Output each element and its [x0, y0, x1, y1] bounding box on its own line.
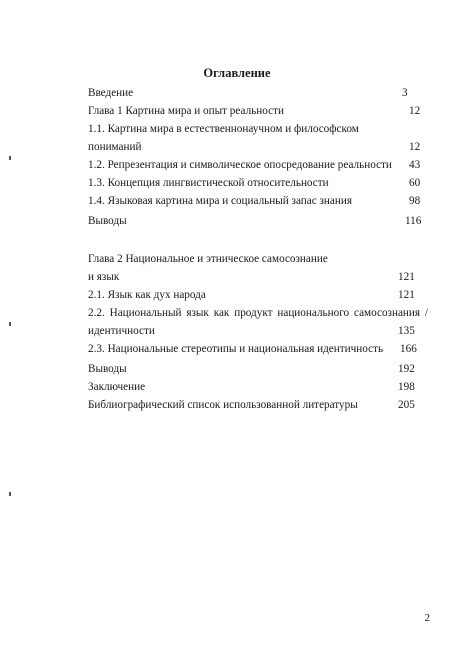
toc-entry-page: 135 [398, 325, 415, 337]
toc-entry-text: идентичности [88, 325, 155, 337]
toc-entry [88, 84, 436, 102]
toc-entry-text: Выводы [88, 363, 127, 375]
toc-entry-text: 2.1. Язык как дух народа [88, 289, 206, 301]
toc-entry-text: пониманий [88, 141, 142, 153]
toc-entry-text: 2.2. Национальный язык как продукт национального самосознания / [88, 307, 428, 319]
toc-entry-page: 198 [398, 381, 415, 393]
toc-entry [88, 212, 436, 230]
toc-entry-text: 2.3. Национальные стереотипы и национальная идентичность [88, 343, 384, 355]
toc-entry-text: Выводы [88, 215, 127, 227]
toc-entry [88, 120, 436, 138]
toc-entry-text: 1.3. Концепция лингвистической относительности [88, 177, 329, 189]
page-number: 2 [424, 612, 430, 624]
toc-entry-text: Библиографический список использованной литературы [88, 399, 358, 411]
toc-title: Оглавление [203, 66, 271, 80]
toc-entry-text: и язык [88, 271, 120, 283]
toc-entry-page: 98 [409, 195, 421, 207]
toc-entry-text: Введение [88, 87, 134, 99]
toc-entry-page: 121 [398, 289, 415, 301]
toc-entry-page: 205 [398, 399, 415, 411]
scan-mark [9, 322, 11, 326]
scan-mark [9, 156, 11, 160]
toc-entry [88, 250, 436, 268]
toc-entry [88, 174, 436, 192]
toc-entry-page: 12 [409, 105, 421, 117]
toc-entry-text: Глава 2 Национальное и этническое самосознание [88, 253, 328, 265]
toc-entry [88, 322, 436, 340]
scan-mark [9, 492, 11, 496]
toc-entry-page: 12 [409, 141, 421, 153]
toc-entry-page: 121 [398, 271, 415, 283]
toc-entry [88, 340, 436, 358]
toc-entry [88, 192, 436, 210]
toc-entry-text: 1.1. Картина мира в естественнонаучном и философском [88, 123, 359, 135]
toc-entry [88, 138, 436, 156]
toc-entry-text: Заключение [88, 381, 146, 393]
toc-entry-page: 116 [405, 215, 422, 227]
toc-entry [88, 396, 436, 414]
toc-entry [88, 378, 436, 396]
toc-entry-page: 60 [409, 177, 421, 189]
toc-entry-page: 43 [409, 159, 421, 171]
toc-entry [88, 304, 436, 322]
toc-entry-text: 1.4. Языковая картина мира и социальный запас знания [88, 195, 353, 207]
toc-entry-page: 166 [400, 343, 417, 355]
toc-entry-text: 1.2. Репрезентация и символическое опосредование реальности [88, 159, 392, 171]
toc-entry [88, 286, 436, 304]
toc-entry [88, 102, 436, 120]
toc-entry [88, 360, 436, 378]
toc-entry-page: 3 [402, 87, 408, 99]
toc-entry [88, 156, 436, 174]
toc-entry-text: Глава 1 Картина мира и опыт реальности [88, 105, 284, 117]
toc-entry-page: 192 [398, 363, 415, 375]
toc-entry [88, 268, 436, 286]
